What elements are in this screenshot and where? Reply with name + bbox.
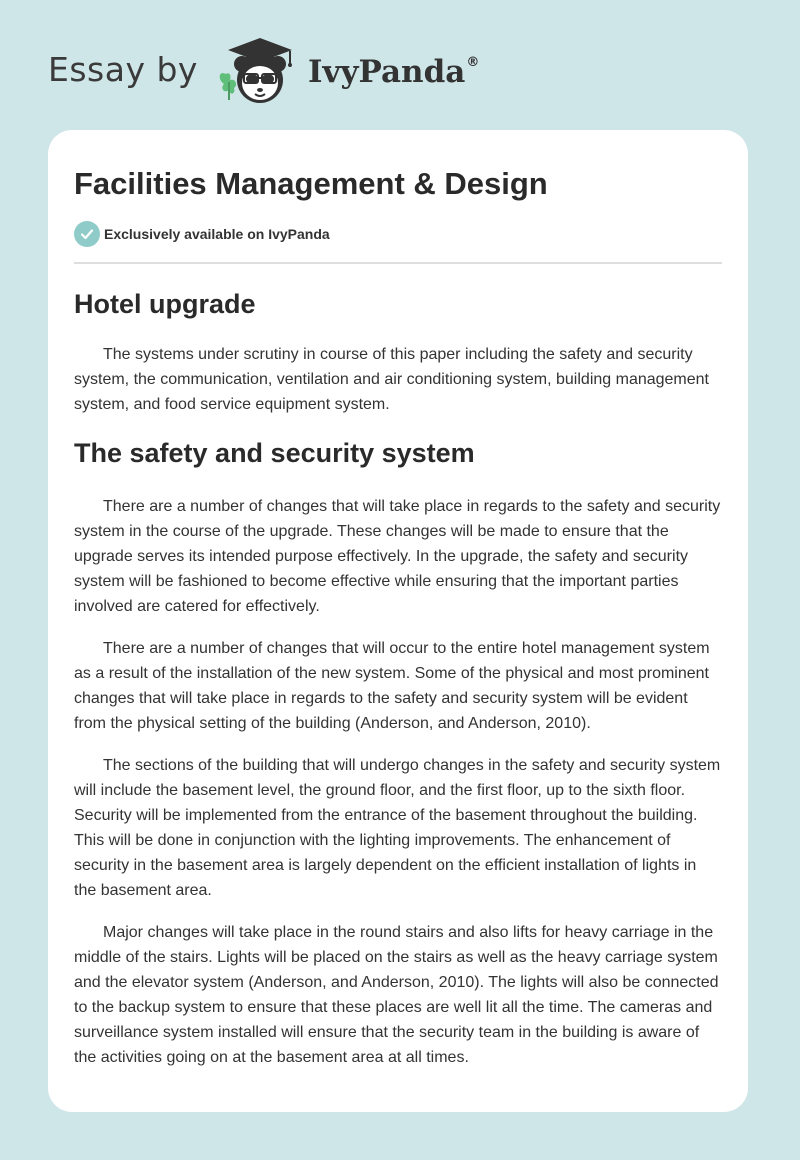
paragraph: There are a number of changes that will occur to the entire hotel management system as a result of the installation of the new system. Some of the physical and most prominent changes that will take place in regards to the safety and security system will be evident from the physical setting of the building (Anderson, and Anderson, 2010).: [74, 640, 710, 732]
paragraph: Major changes will take place in the round stairs and also lifts for heavy carriage in the middle of the stairs. Lights will be placed on the stairs as well as the heavy carriage system and the elevator system (Anderson, and Anderson, 2010). The lights will also be connected to the backup system to ensure that these places are well lit all the time. The cameras and surveillance system installed will ensure that the security team in the building is aware of the activities going on at the basement area at all times.: [74, 924, 719, 1066]
paragraph: The sections of the building that will undergo changes in the safety and security system will include the basement level, the ground floor, and the first floor, up to the sixth floor. Security will be implemented from the entrance of the basement throughout the building. This will be done in conjunction with the lighting improvements. The enhancement of security in the basement area is largely dependent on the efficient installation of lights in the basement area.: [74, 757, 721, 899]
badge-text: Exclusively available on IvyPanda: [104, 226, 330, 242]
exclusive-badge: [74, 220, 722, 248]
site-header: [48, 30, 479, 110]
registered-mark: ®: [466, 55, 480, 70]
brand-name[interactable]: IvyPanda®: [307, 54, 480, 90]
check-icon: [74, 221, 100, 247]
divider: [74, 262, 722, 264]
section-heading: Hotel upgrade: [74, 289, 256, 319]
paragraph: There are a number of changes that will take place in regards to the safety and security system in the course of the upgrade. These changes will be made to ensure that the upgrade serves its intended purpose effectively. In the upgrade, the safety and security system will be fashioned to become effective while ensuring that the important parties involved are catered for effectively.: [74, 498, 721, 615]
section-heading: The safety and security system: [74, 438, 475, 468]
essay-by-label: Essay by: [48, 49, 198, 89]
panda-logo-icon[interactable]: [212, 30, 304, 110]
article-card: [48, 130, 748, 1112]
page-title: Facilities Management & Design: [74, 166, 548, 201]
paragraph: The systems under scrutiny in course of this paper including the safety and security system, the communication, ventilation and air conditioning system, building management system, and food service equipment system.: [74, 346, 709, 413]
